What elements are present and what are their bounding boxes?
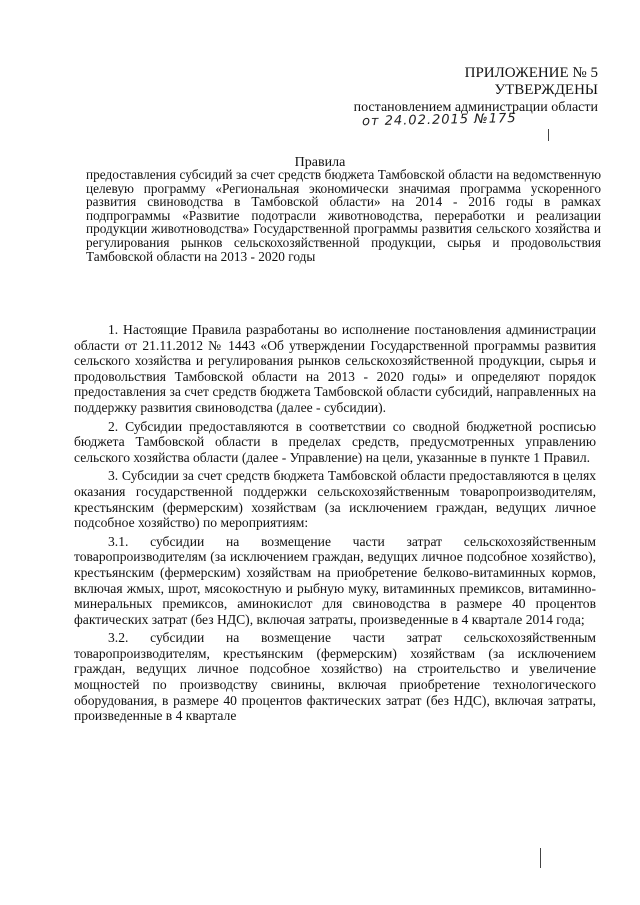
rules-heading: Правила (294, 155, 346, 170)
paragraph-2: 2. Субсидии предоставляются в соответствии со сводной бюджетной росписью бюджета Тамбовской области в пределах средств, предусмотренных управлению сельского хозяйства области (далее - Управление) на цели, указанные в пункте 1 Правил. (74, 418, 596, 465)
rules-title: предоставления субсидий за счет средств бюджета Тамбовской области на ведомственную целевую программу «Региональная экономически значимая программа ускоренного развития свиноводства в Тамбовской области» на 2014 - 2016 годы в рамках подпрограммы «Развитие подотрасли животноводства, переработки и реализации продукции животноводства» Государственной программы развития сельского хозяйства и регулирования рынков сельскохозяйственной продукции, сырья и продовольствия Тамбовской области на 2013 - 2020 годы (86, 167, 601, 264)
paragraph-3-1: 3.1. субсидии на возмещение части затрат сельскохозяйственным товаропроизводителям (за исключением граждан, ведущих личное подсобное хозяйство), крестьянским (фермерским) хозяйствам на приобретение белково-витаминных кормов, включая жмых, шрот, мясокостную и рыбную муку, витаминных премиксов, витаминно-минеральных премиксов, аминокислот для свиноводства в размере 40 процентов фактических затрат (без НДС), включая затраты, произведенные в 4 квартале 2014 года; (74, 533, 596, 627)
resolution-line: постановлением администрации области (353, 100, 598, 115)
scan-mark (548, 129, 549, 141)
document-body (74, 322, 596, 727)
appendix-number: ПРИЛОЖЕНИЕ № 5 (464, 65, 598, 81)
paragraph-3-2: 3.2. субсидии на возмещение части затрат сельскохозяйственным товаропроизводителям, крестьянским (фермерским) хозяйствам (за исключением граждан, ведущих личное подсобное хозяйство) на строительство и увеличение мощностей по производству свинины, включая приобретение технологического оборудования, в размере 40 процентов фактических затрат (без НДС), включая затраты, произведенные в 4 квартале (74, 630, 596, 724)
paragraph-3: 3. Субсидии за счет средств бюджета Тамбовской области предоставляются в целях оказания государственной поддержки сельскохозяйственным товаропроизводителям, крестьянским (фермерским) хозяйствам (за исключением граждан, ведущих личное подсобное хозяйство) по мероприятиям: (74, 468, 596, 531)
approved-label: УТВЕРЖДЕНЫ (494, 82, 598, 98)
paragraph-1: 1. Настоящие Правила разработаны во исполнение постановления администрации области от 21.11.2012 № 1443 «Об утверждении Государственной программы развития сельского хозяйства и регулирования рынков сельскохозяйственной продукции, сырья и продовольствия Тамбовской области на 2013 - 2020 годы» и определяют порядок предоставления за счет средств бюджета Тамбовской области субсидий, направленных на поддержку развития свиноводства (далее - субсидии). (74, 322, 596, 415)
handwritten-date: от 24.02.2015 №175 (361, 111, 517, 130)
scan-mark (540, 848, 541, 868)
